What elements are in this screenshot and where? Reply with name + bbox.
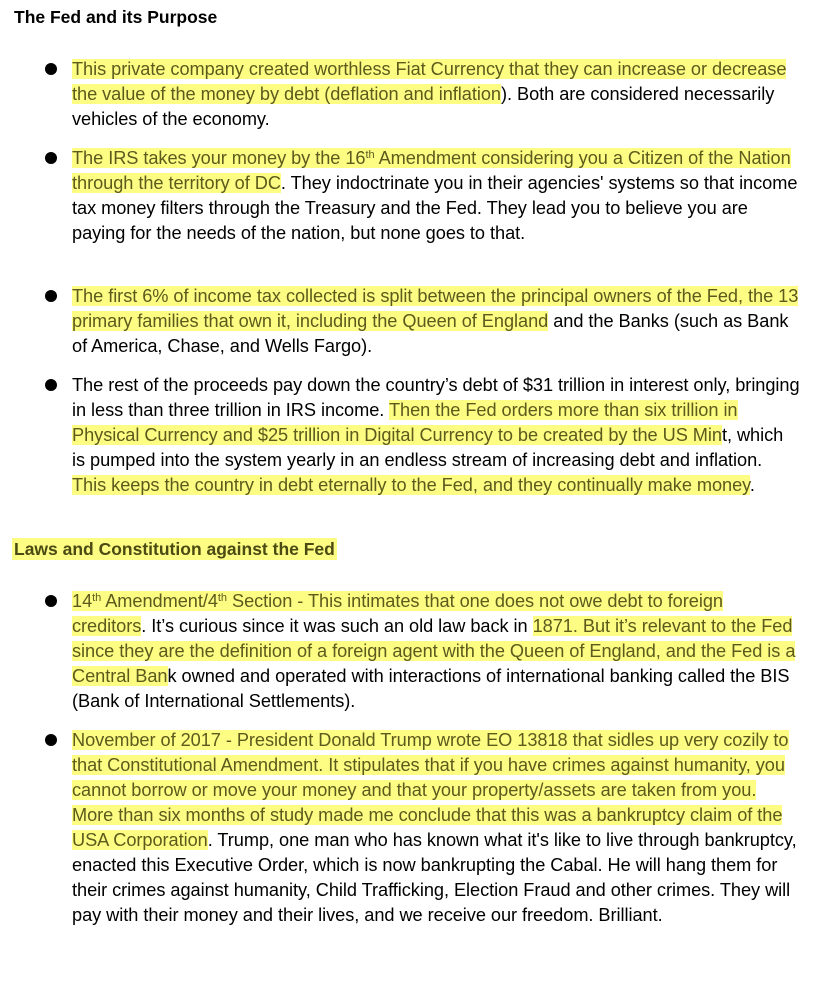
paragraph-text: . Trump, one man who has known what it's like to live through bankruptcy, enacted this Executive Order, which is now bankrupting the Cabal. He will hang them for their crimes against humanity, Child Trafficking, Election Fraud and other crimes. They will pay with their money and their lives, and we receive our freedom. Brilliant. bbox=[72, 830, 797, 925]
highlighted-text-part: Amendment/4 bbox=[101, 591, 218, 611]
paragraph-text: The rest of the proceeds pay down the country’s debt of $31 trillion in interest only, bringing in less than three trillion in IRS income. bbox=[72, 375, 800, 420]
highlighted-text: This private company created worthless Fiat Currency that they can increase or decrease the value of the money by debt (deflation and inflation bbox=[72, 59, 787, 104]
section-heading-laws bbox=[12, 537, 337, 561]
bullet-icon bbox=[45, 290, 57, 302]
paragraph-text: . bbox=[749, 475, 755, 495]
bullet-icon bbox=[45, 595, 57, 607]
highlighted-text-part: Section - This intimates that one does not owe debt to foreign creditors bbox=[72, 591, 723, 636]
highlighted-text-part: The IRS takes your money by the 16 bbox=[72, 148, 366, 168]
bullet-paragraph bbox=[72, 589, 800, 714]
highlighted-heading: Laws and Constitution against the Fed bbox=[14, 539, 335, 559]
paragraph-text: k owned and operated with interactions of international banking called the BIS (Bank of International Settlements). bbox=[72, 666, 790, 711]
highlighted-text: This keeps the country in debt eternally to the Fed, and they continually make money bbox=[72, 475, 750, 495]
bullet-paragraph bbox=[72, 146, 800, 246]
superscript: th bbox=[217, 592, 227, 604]
bullet-icon bbox=[45, 734, 57, 746]
paragraph-text: and the Banks (such as Bank of America, Chase, and Wells Fargo). bbox=[72, 311, 789, 356]
paragraph-text: t, which is pumped into the system yearly in an endless stream of increasing debt and inflation. bbox=[72, 425, 784, 470]
paragraph-text: ). Both are considered necessarily vehicles of the economy. bbox=[72, 84, 775, 129]
superscript: th bbox=[92, 592, 102, 604]
highlighted-text-part: Amendment considering you a Citizen of the Nation through the territory of DC bbox=[72, 148, 791, 193]
highlighted-text: 1871. But it’s relevant to the Fed since they are the definition of a foreign agent with the Queen of England, and the Fed is a Central Ban bbox=[72, 616, 796, 686]
bullet-icon bbox=[45, 63, 57, 75]
bullet-paragraph bbox=[72, 284, 800, 359]
paragraph-text: . It’s curious since it was such an old law back in bbox=[141, 616, 533, 636]
highlighted-text: Then the Fed orders more than six trillion in Physical Currency and $25 trillion in Digital Currency to be created by the US Min bbox=[72, 400, 738, 445]
bullet-paragraph bbox=[72, 57, 800, 132]
superscript: th bbox=[365, 149, 375, 161]
bullet-icon bbox=[45, 152, 57, 164]
paragraph-text: . They indoctrinate you in their agencies' systems so that income tax money filters through the Treasury and the Fed. They lead you to believe you are paying for the needs of the nation, but none goes to that. bbox=[72, 173, 798, 243]
highlighted-text: The first 6% of income tax collected is split between the principal owners of the Fed, the 13 primary families that own it, including the Queen of England bbox=[72, 286, 799, 331]
section-heading-fed-purpose: The Fed and its Purpose bbox=[14, 7, 218, 27]
bullet-paragraph bbox=[72, 373, 800, 498]
bullet-paragraph bbox=[72, 728, 800, 928]
bullet-icon bbox=[45, 379, 57, 391]
highlighted-text-part: 14 bbox=[72, 591, 93, 611]
highlighted-text: November of 2017 - President Donald Trump wrote EO 13818 that sidles up very cozily to that Constitutional Amendment. It stipulates that if you have crimes against humanity, you cannot borrow or move your money and that your property/assets are taken from you. More than six months of study made me conclude that this was a bankruptcy claim of the USA Corporation bbox=[72, 730, 789, 850]
